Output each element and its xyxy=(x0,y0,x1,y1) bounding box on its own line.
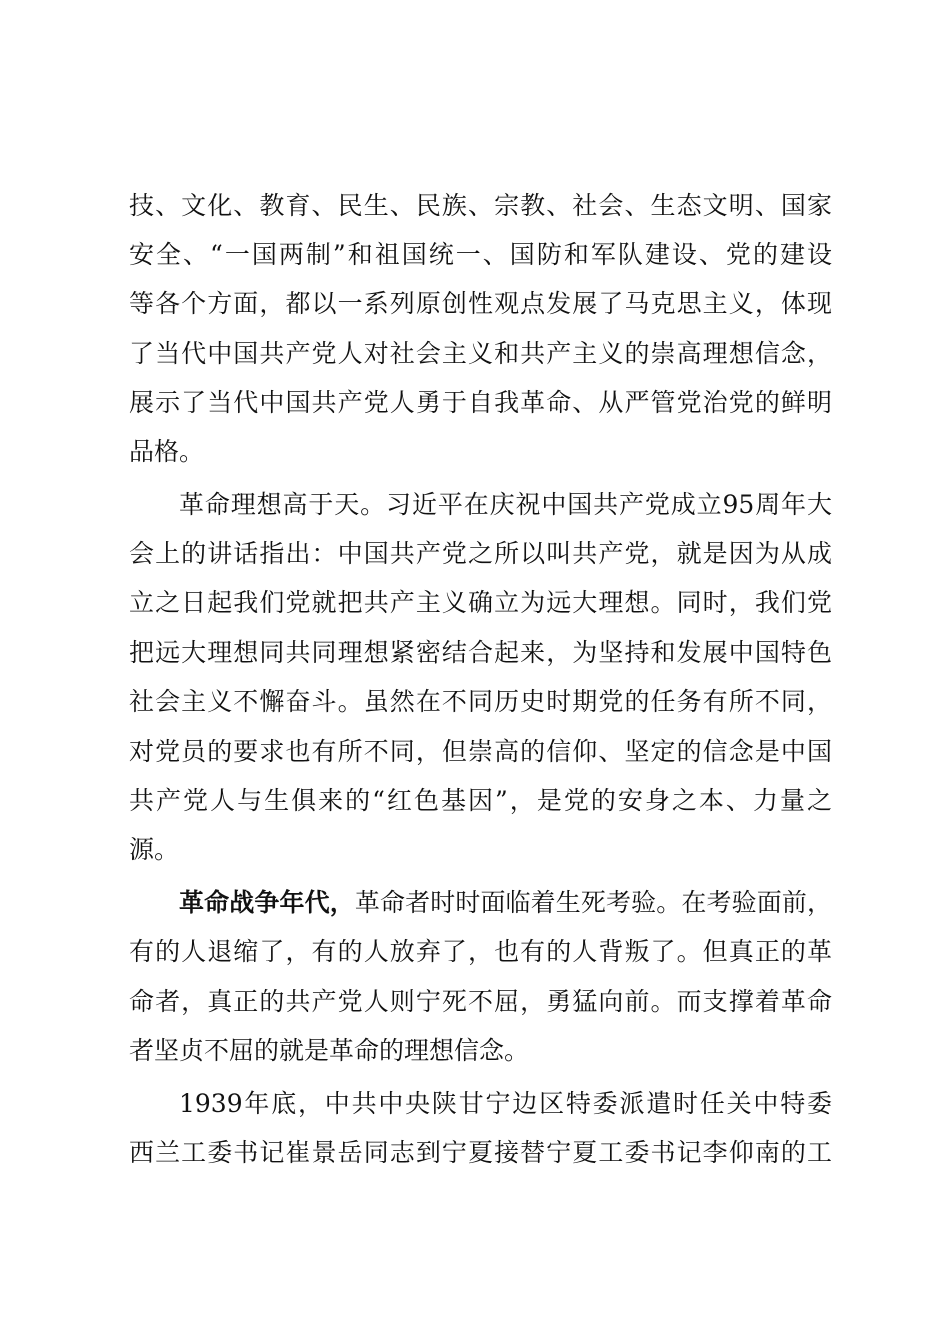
text-line: 源。 xyxy=(129,835,180,864)
text-line: 1939年底，中共中央陕甘宁边区特委派遣时任关中特委 xyxy=(179,1089,832,1118)
text-line: 革命理想高于天。习近平在庆祝中国共产党成立95周年大 xyxy=(179,490,832,519)
text-line: 对党员的要求也有所不同，但崇高的信仰、坚定的信念是中国 xyxy=(129,737,832,766)
text-line: 品格。 xyxy=(129,437,205,466)
text-line: 有的人退缩了，有的人放弃了，也有的人背叛了。但真正的革 xyxy=(129,937,832,966)
text-line: 共产党人与生俱来的“红色基因”，是党的安身之本、力量之 xyxy=(129,786,832,815)
text-line: 会上的讲话指出：中国共产党之所以叫共产党，就是因为从成 xyxy=(129,539,832,568)
text-line xyxy=(179,884,832,922)
text-line: 立之日起我们党就把共产主义确立为远大理想。同时，我们党 xyxy=(129,588,832,617)
bold-lead-phrase: 革命战争年代， xyxy=(179,888,355,917)
text-line: 把远大理想同共同理想紧密结合起来，为坚持和发展中国特色 xyxy=(129,638,832,667)
text-line: 命者，真正的共产党人则宁死不屈，勇猛向前。而支撑着革命 xyxy=(129,987,832,1016)
text-line: 了当代中国共产党人对社会主义和共产主义的崇高理想信念， xyxy=(129,339,832,368)
text-line: 者坚贞不屈的就是革命的理想信念。 xyxy=(129,1036,530,1065)
text-line: 安全、“一国两制”和祖国统一、国防和军队建设、党的建设 xyxy=(129,240,832,269)
text-line-remainder: 革命者时时面临着生死考验。在考验面前， xyxy=(354,888,832,917)
text-line: 等各个方面，都以一系列原创性观点发展了马克思主义，体现 xyxy=(129,289,832,318)
text-line: 西兰工委书记崔景岳同志到宁夏接替宁夏工委书记李仰南的工 xyxy=(129,1138,832,1167)
text-line: 社会主义不懈奋斗。虽然在不同历史时期党的任务有所不同， xyxy=(129,687,832,716)
text-line: 技、文化、教育、民生、民族、宗教、社会、生态文明、国家 xyxy=(129,191,832,220)
text-line: 展示了当代中国共产党人勇于自我革命、从严管党治党的鲜明 xyxy=(129,388,832,417)
